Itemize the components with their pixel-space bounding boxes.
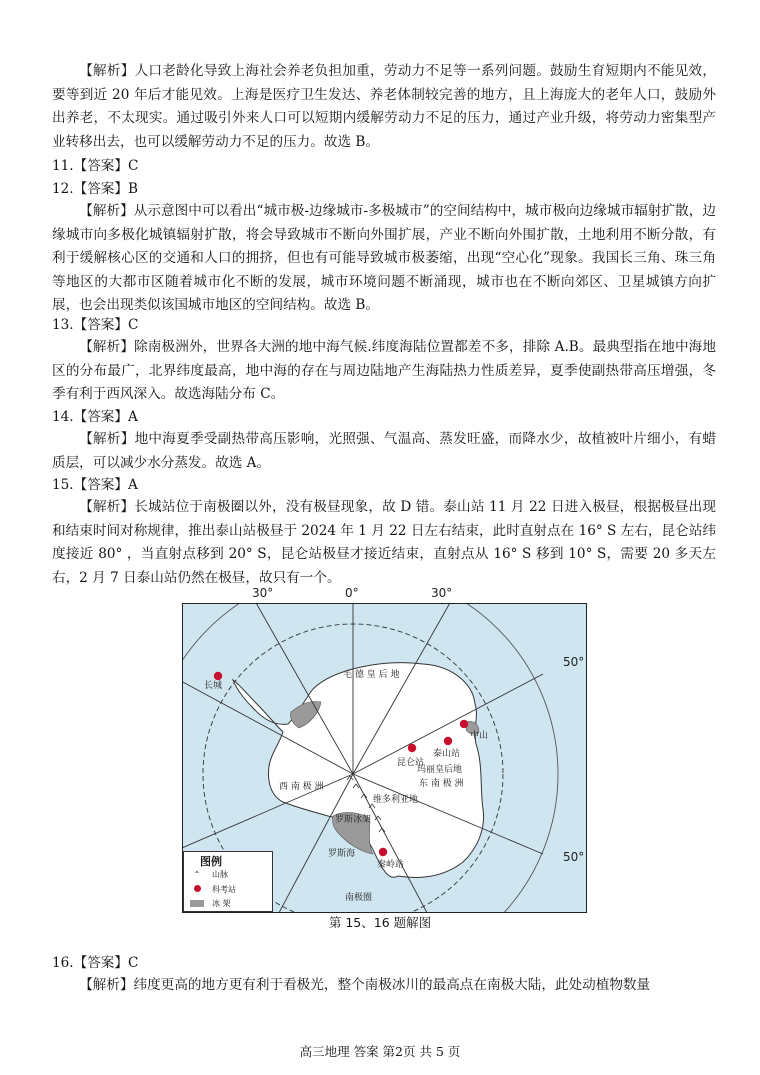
legend-title: 图例 <box>200 855 222 868</box>
ice-shelf-icon <box>190 899 204 908</box>
region-label-queen-mary: 玛丽皇后地 <box>417 765 463 775</box>
explanation-16: 【解析】纬度更高的地方更有利于看极光，整个南极冰川的最高点在南极大陆，此处动植物数量 <box>79 977 651 993</box>
station-dot-zhongshan <box>460 720 468 728</box>
station-label-zhongshan: 中山 <box>470 731 489 741</box>
legend-label-mountain: 山脉 <box>212 870 228 879</box>
station-label-qinling: 秦岭站 <box>377 860 405 870</box>
legend-row-ice-shelf <box>190 898 231 909</box>
station-dot-qinling <box>379 848 387 856</box>
explanation-10: 【解析】人口老龄化导致上海社会养老负担加重，劳动力不足等一系列问题。鼓励生育短期内不能见效，要等到近 20 年后才能见效。上海是医疗卫生发达、养老体制较完善的地方，且上海庞大的老年人口，鼓励外出养老，不太现实。通过吸引外来人口可以短期内缓解劳动力不足的压力，通过产业升级，将劳动力密集型产业转移出去，也可以缓解劳动力不足的压力。故选 B。 <box>52 63 716 150</box>
station-dot-taishan <box>444 737 452 745</box>
region-label-west: 西 南 极 洲 <box>279 782 324 792</box>
legend-label-ice-shelf: 冰 架 <box>212 899 231 908</box>
longitude-label-30e: 30° <box>431 586 453 600</box>
region-label-victoria: 维多利亚地 <box>373 795 419 805</box>
region-label-ross-sea: 罗斯海 <box>328 849 356 859</box>
station-label-kunlun: 昆仑站 <box>397 758 425 768</box>
figure-caption: 第 15、16 题解图 <box>328 915 432 930</box>
longitude-label-0: 0° <box>345 586 359 600</box>
explanation-14: 【解析】地中海夏季受副热带高压影响，光照强、气温高、蒸发旺盛，而降水少，故植被叶片细小，有蜡质层，可以减少水分蒸发。故选 A。 <box>52 431 716 471</box>
answer-15: 15.【答案】A <box>52 477 138 493</box>
answer-14: 14.【答案】A <box>52 409 138 425</box>
legend-row-station <box>190 884 236 895</box>
legend-label-station: 科考站 <box>212 885 236 894</box>
longitude-label-30w: 30° <box>252 586 274 600</box>
explanation-15: 【解析】长城站位于南极圈以外，没有极昼现象，故 D 错。泰山站 11 月 22 日进入极昼，根据极昼出现和结束时间对称规律，推出泰山站极昼于 2024 年 1 月 22 日左右结束，此时直射点在 16° S 左右，昆仑站纬度接近 80° ，当直射点移到 20° S，昆仑站极昼才接近结束，直射点从 16° S 移到 10° S，需要 20 多天左右，2 月 7 日泰山站仍然在极昼，故只有一个。 <box>52 499 716 586</box>
region-label-antarctic-circle: 南极圈 <box>345 893 373 903</box>
region-label-ross-shelf: 罗斯冰架 <box>335 815 372 825</box>
station-label-taishan: 泰山站 <box>433 749 461 759</box>
station-label-changcheng: 长城 <box>204 681 223 691</box>
mountain-icon: ⌃ <box>193 870 201 879</box>
answer-12: 12.【答案】B <box>52 181 138 197</box>
page-footer: 高三地理 答案 第2页 共 5 页 <box>299 1044 461 1059</box>
station-dot-kunlun <box>408 744 416 752</box>
legend-row-mountain <box>190 869 228 880</box>
region-label-maud: 毛 德 皇 后 地 <box>343 670 400 680</box>
map-legend <box>183 851 273 912</box>
latitude-label-50-lower: 50° <box>563 850 585 864</box>
answer-13: 13.【答案】C <box>52 317 139 333</box>
explanation-13: 【解析】除南极洲外，世界各大洲的地中海气候.纬度海陆位置都差不多，排除 A.B。最典型指在地中海地区的分布最广，北界纬度最高，地中海的存在与周边陆地产生海陆热力性质差异，夏季使副热带高压增强，冬季有利于西风深入。故选海陆分布 C。 <box>52 339 716 403</box>
answer-16: 16.【答案】C <box>52 955 139 971</box>
explanation-12: 【解析】从示意图中可以看出“城市极-边缘城市-多极城市”的空间结构中，城市极向边缘城市辐射扩散，边缘城市向多极化城镇辐射扩散，将会导致城市不断向外围扩展，产业不断向外围扩散，土地利用不断分散，有利于缓解核心区的交通和人口的拥挤，但也有可能导致城市极萎缩，出现“空心化”现象。我国长三角、珠三角等地区的大都市区随着城市化不断的发展，城市环境问题不断涌现，城市也在不断向郊区、卫星城镇方向扩展，也会出现类似该国城市地区的空间结构。故选 B。 <box>52 203 716 314</box>
answer-11: 11.【答案】C <box>52 158 139 174</box>
region-label-east: 东 南 极 洲 <box>419 779 464 789</box>
station-icon <box>190 885 204 894</box>
latitude-label-50-upper: 50° <box>563 655 585 669</box>
